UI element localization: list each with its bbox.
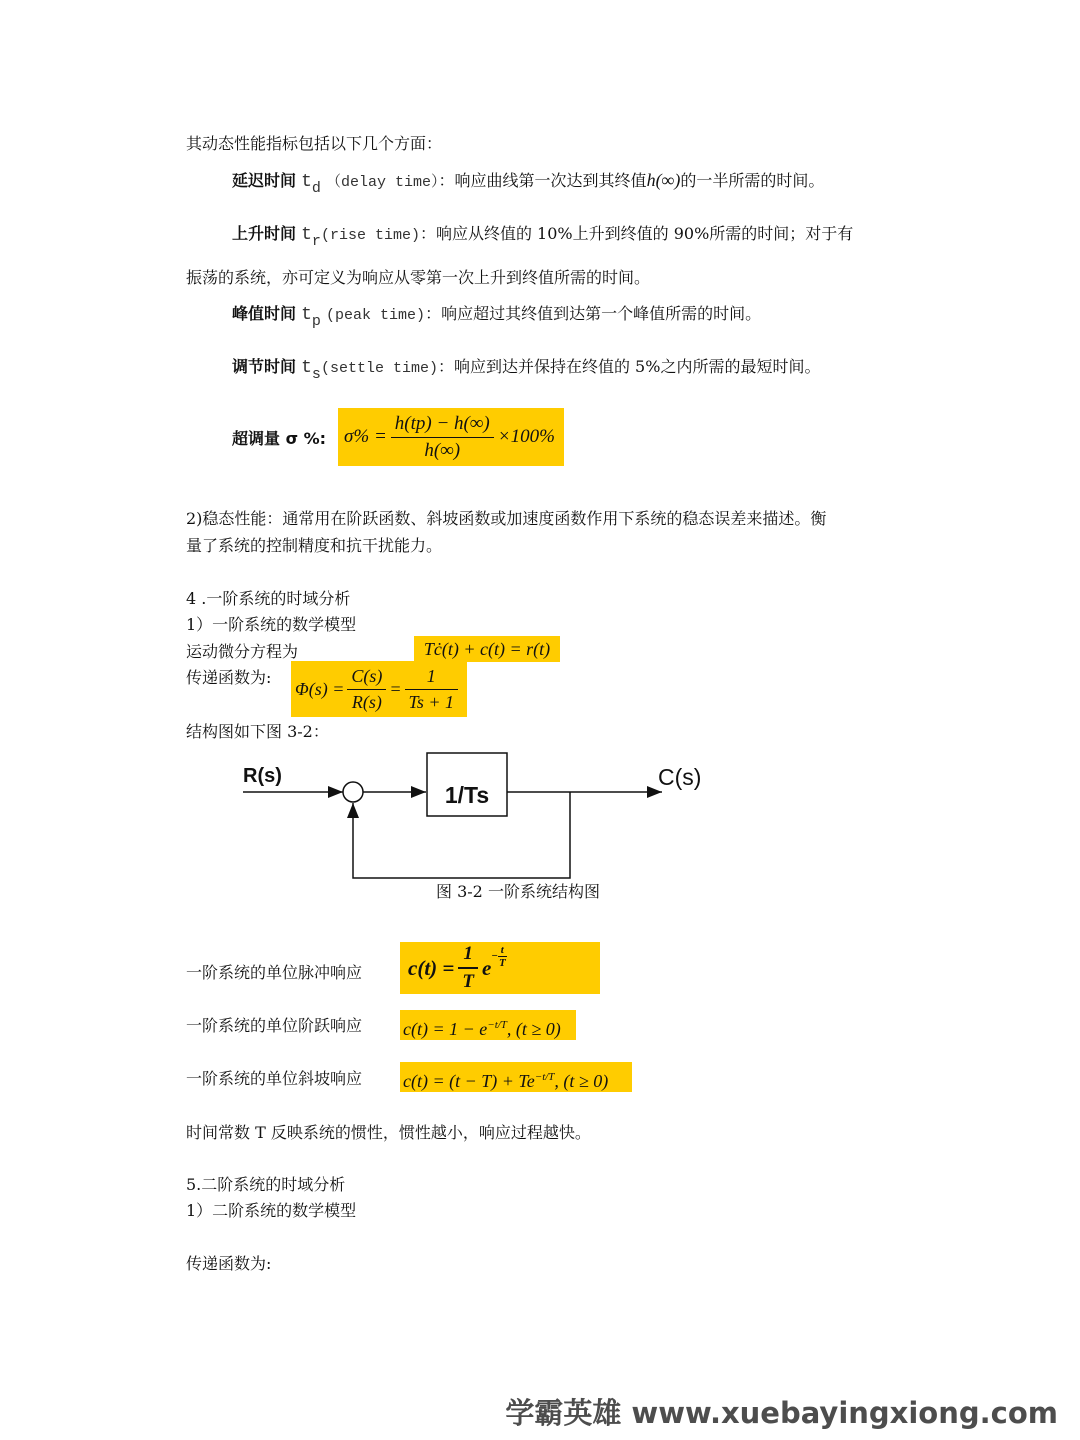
step-formula-main: c(t) = 1 − e — [403, 1019, 488, 1039]
peak-en: (peak time) — [326, 307, 426, 324]
impulse-num: 1 — [458, 943, 478, 969]
overshoot-rhs: ×100% — [497, 426, 555, 447]
settle-en: (settle time) — [320, 360, 438, 377]
impulse-fraction — [458, 943, 478, 993]
ramp-formula — [400, 1062, 632, 1092]
tf-den1: R(s) — [351, 691, 382, 712]
step-formula — [400, 1010, 576, 1040]
ramp-label: 一阶系统的单位斜坡响应 — [186, 1069, 363, 1088]
impulse-den: T — [462, 971, 474, 992]
overshoot-den: h(∞) — [424, 439, 461, 461]
steady-line-1: 2)稳态性能：通常用在阶跃函数、斜坡函数或加速度函数作用下系统的稳态误差来描述。衡 — [186, 509, 827, 528]
sec4-title: 4 .一阶系统的时域分析 — [186, 589, 351, 608]
impulse-exp-fraction — [498, 944, 507, 969]
ode-formula: Tċ(t) + c(t) = r(t) — [414, 636, 560, 662]
step-formula-tail: , (t ≥ 0) — [506, 1019, 561, 1039]
rise-desc-a: ：响应从终值的 10%上升到终值的 90%所需的时间；对于有 — [419, 224, 854, 243]
ramp-formula-tail: , (t ≥ 0) — [554, 1071, 609, 1091]
peak-symbol: t — [301, 305, 312, 325]
sec5-sub1: 1）二阶系统的数学模型 — [186, 1201, 357, 1220]
delay-desc-b: 的一半所需的时间。 — [680, 171, 825, 190]
delay-label: 延迟时间 — [232, 171, 297, 190]
tf-den2: Ts + 1 — [408, 691, 455, 712]
block-label: 1/Ts — [444, 782, 490, 808]
sec4-sub1: 1）一阶系统的数学模型 — [186, 615, 357, 634]
settle-label: 调节时间 — [232, 357, 297, 376]
rise-en: (rise time) — [320, 227, 420, 244]
settle-desc: ：响应到达并保持在终值的 5%之内所需的最短时间。 — [437, 357, 821, 376]
tf-label: 传递函数为: — [186, 668, 272, 687]
delay-sub: d — [311, 180, 321, 197]
impulse-exp-base: e — [481, 955, 492, 980]
rise-desc-b: 振荡的系统，亦可定义为响应从零第一次上升到终值所需的时间。 — [186, 268, 651, 287]
rise-symbol: t — [301, 225, 312, 245]
impulse-exp-den: T — [498, 956, 506, 969]
peak-desc: ：响应超过其终值到达第一个峰值所需的时间。 — [425, 304, 762, 323]
overshoot-num: h(tp) − h(∞) — [391, 413, 494, 438]
time-constant-text: 时间常数 T 反映系统的惯性，惯性越小，响应过程越快。 — [186, 1123, 591, 1142]
impulse-formula-box — [400, 942, 600, 994]
diagram-caption: 图 3-2 一阶系统结构图 — [436, 882, 600, 901]
impulse-exponent: − $\frac{t}{T}$ — [491, 943, 506, 969]
sec5-tf-label: 传递函数为: — [186, 1254, 272, 1273]
settle-symbol: t — [301, 358, 312, 378]
steady-line-2: 量了系统的控制精度和抗干扰能力。 — [186, 536, 443, 555]
delay-symbol: t — [301, 172, 312, 192]
impulse-exp-num: t — [498, 944, 507, 957]
impulse-lhs: c(t) = — [408, 955, 455, 980]
impulse-formula — [408, 944, 507, 992]
intro-text: 其动态性能指标包括以下几个方面： — [186, 134, 443, 153]
summing-junction — [343, 782, 363, 802]
ode-label: 运动微分方程为 — [186, 642, 299, 661]
delay-desc-a: ：响应曲线第一次达到其终值 — [438, 171, 647, 190]
peak-sub: p — [311, 313, 321, 330]
tf-num1: C(s) — [347, 666, 386, 690]
delay-en: （delay time） — [326, 174, 439, 191]
input-label: R(s) — [243, 765, 282, 787]
delay-h-inf: h(∞) — [646, 170, 681, 190]
struct-label: 结构图如下图 3-2： — [186, 722, 329, 741]
overshoot-lhs: σ% = — [344, 426, 387, 447]
overshoot-label: 超调量 σ %: — [232, 429, 327, 448]
tf-eq: = — [389, 678, 402, 699]
tf-lhs: Φ(s) = — [295, 678, 345, 699]
output-label: C(s) — [658, 764, 702, 790]
settle-sub: s — [311, 366, 321, 383]
watermark: 学霸英雄 www.xuebayingxiong.com — [505, 1396, 1058, 1430]
peak-label: 峰值时间 — [232, 304, 297, 323]
rise-label: 上升时间 — [232, 224, 297, 243]
sec5-title: 5.二阶系统的时域分析 — [186, 1175, 346, 1194]
ramp-formula-sup: −t/T — [534, 1071, 555, 1083]
rise-sub: r — [311, 233, 321, 250]
impulse-label: 一阶系统的单位脉冲响应 — [186, 963, 363, 982]
tf-num2: 1 — [405, 666, 459, 690]
step-label: 一阶系统的单位阶跃响应 — [186, 1016, 363, 1035]
step-formula-sup: −t/T — [487, 1019, 507, 1031]
ramp-formula-main: c(t) = (t − T) + Te — [403, 1071, 535, 1091]
